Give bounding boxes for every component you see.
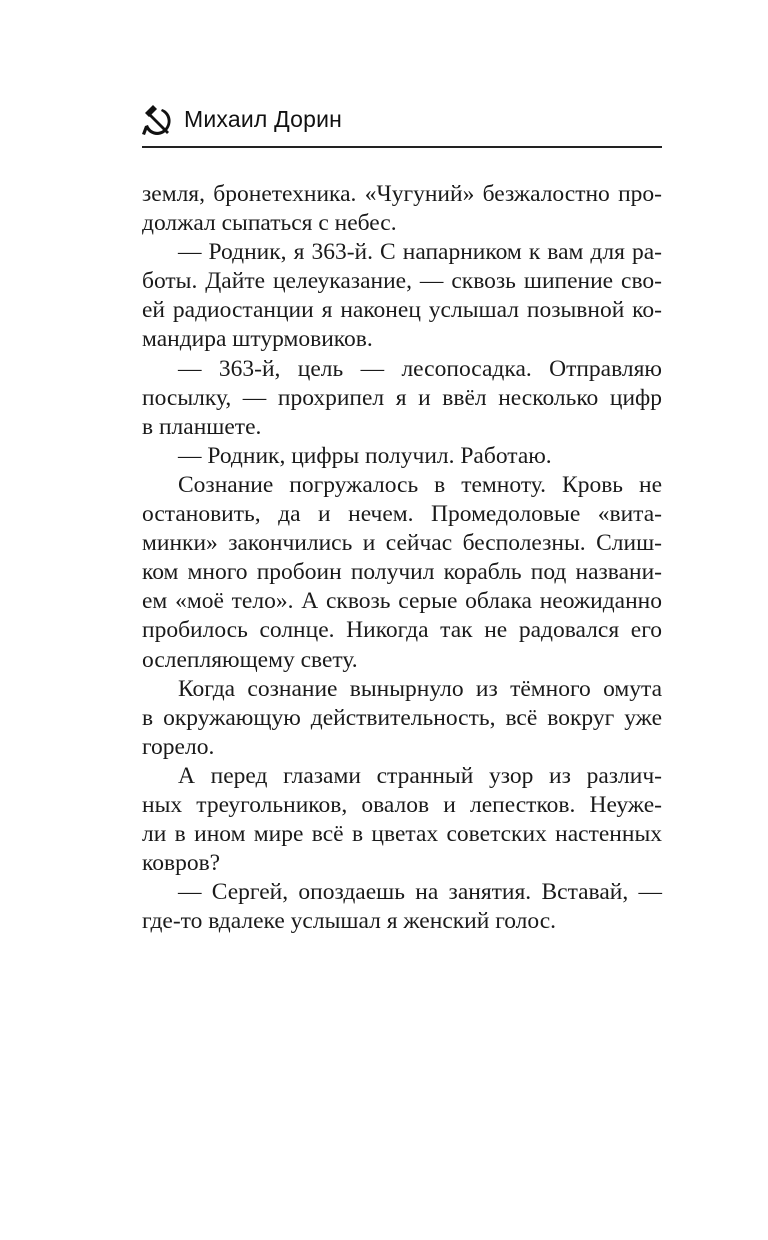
text-line: Сознание погружалось в темноту. Кровь не: [178, 471, 662, 498]
text-line: ных треугольников, овалов и лепестков. Неуже-: [142, 791, 662, 818]
text-line: горело.: [142, 733, 215, 760]
text-line: — 363-й, цель — лесопосадка. Отправляю: [178, 355, 662, 382]
text-line: ли в ином мире всё в цветах советских настенных: [142, 821, 662, 848]
text-line: мандира штурмовиков.: [142, 326, 373, 353]
text-line: ей радиостанции я наконец услышал позывной ко-: [142, 297, 662, 324]
text-line: боты. Дайте целеуказание, — сквозь шипение сво-: [142, 268, 662, 295]
body-text: [142, 180, 662, 936]
text-line: Когда сознание вынырнуло из тёмного омута: [178, 675, 662, 702]
text-line: минки» закончились и сейчас бесполезны. Слиш-: [142, 530, 662, 557]
text-line: — Родник, цифры получил. Работаю.: [178, 442, 552, 469]
text-line: должал сыпаться с небес.: [142, 210, 397, 237]
text-line: где-то вдалеке услышал я женский голос.: [142, 908, 557, 935]
hammer-and-sickle-icon: [142, 104, 176, 138]
text-line: — Родник, я 363-й. С напарником к вам для ра-: [178, 239, 662, 266]
text-line: земля, бронетехника. «Чугуний» безжалостно про-: [142, 181, 662, 207]
text-line: ковров?: [142, 850, 221, 877]
text-line: в окружающую действительность, всё вокруг уже: [142, 704, 662, 731]
text-line: ослепляющему свету.: [142, 646, 358, 673]
author-name: Михаил Дорин: [184, 106, 343, 132]
text-line: ем «моё тело». А сквозь серые облака неожиданно: [142, 588, 662, 615]
text-line: пробилось солнце. Никогда так не радовался его: [142, 617, 662, 644]
running-header: [142, 100, 662, 150]
text-line: А перед глазами странный узор из различ-: [178, 762, 662, 789]
text-line: ком много пробоин получил корабль под названи-: [142, 559, 662, 586]
text-line: в планшете.: [142, 413, 262, 440]
header-divider: [142, 146, 662, 148]
text-line: — Сергей, опоздаешь на занятия. Вставай, —: [178, 879, 662, 906]
text-line: остановить, да и нечем. Промедоловые «вита-: [142, 501, 662, 528]
text-line: посылку, — прохрипел я и ввёл несколько цифр: [142, 384, 662, 411]
